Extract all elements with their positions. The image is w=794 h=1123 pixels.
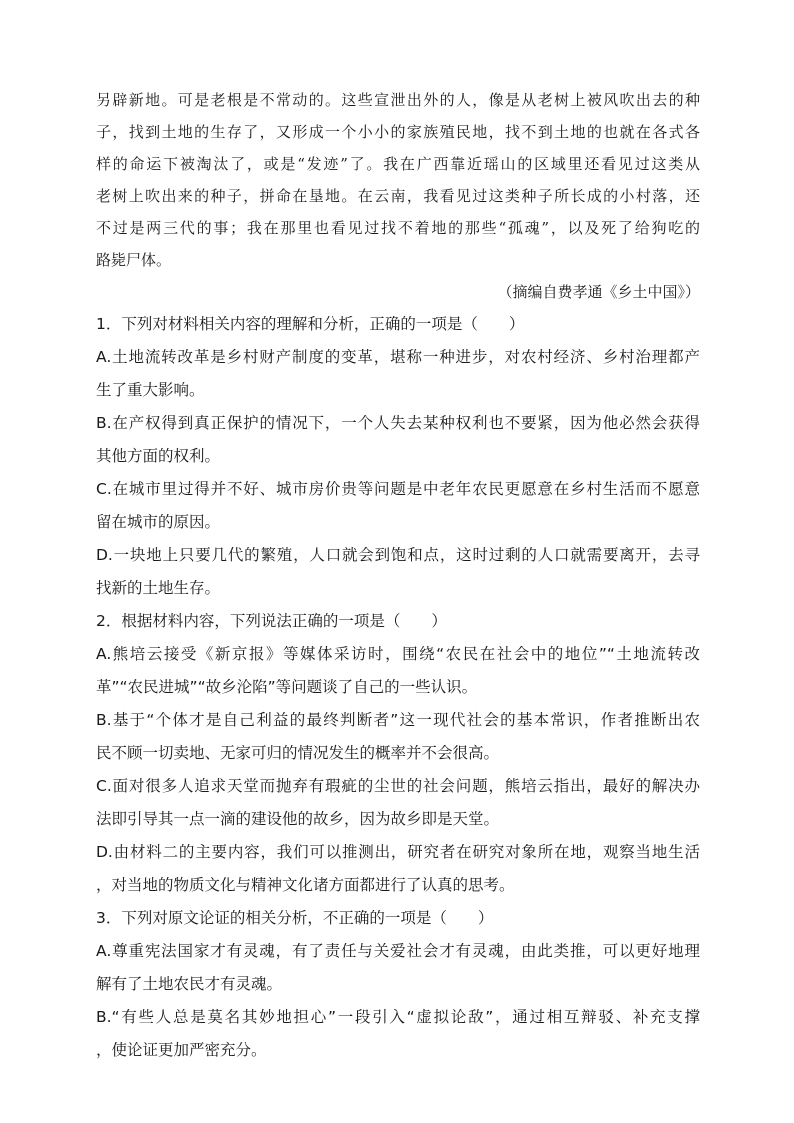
option-a xyxy=(96,341,700,407)
option-line: D.一块地上只要几代的繁殖，人口就会到饱和点，这时过剩的人口就需要离开，去寻 xyxy=(96,546,700,564)
option-line: A.熊培云接受《新京报》等媒体采访时，围绕“农民在社会中的地位”“土地流转改 xyxy=(96,645,700,663)
passage xyxy=(96,84,700,308)
questions xyxy=(96,308,700,1067)
option-line: 其他方面的权利。 xyxy=(96,447,221,465)
passage-line: 路毙尸体。 xyxy=(96,251,172,269)
question-3 xyxy=(96,902,700,1067)
option-line: 法即引导其一点一滴的建设他的故乡，因为故乡即是天堂。 xyxy=(96,810,500,828)
passage-line: 不过是两三代的事；我在那里也看见过找不着地的那些“孤魂”，以及死了给狗吃的 xyxy=(96,219,700,237)
passage-line: 样的命运下被淘汰了，或是“发迹”了。我在广西靠近瑶山的区域里还看见过这类从 xyxy=(96,155,700,173)
option-line: 生了重大影响。 xyxy=(96,381,205,399)
passage-line: 子，找到土地的生存了，又形成一个小小的家族殖民地，找不到土地的也就在各式各 xyxy=(96,123,700,141)
option-line: 民不顾一切卖地、无家可归的情况发生的概率并不会很高。 xyxy=(96,744,500,762)
option-d xyxy=(96,539,700,605)
option-line: B.在产权得到真正保护的情况下，一个人失去某种权利也不要紧，因为他必然会获得 xyxy=(96,414,700,432)
option-b xyxy=(96,407,700,473)
passage-source: （摘编自费孝通《乡土中国》） xyxy=(497,283,700,301)
question-title: 2．根据材料内容，下列说法正确的一项是（ ） xyxy=(96,612,447,630)
option-line: 革”“农民进城”“故乡沦陷”等问题谈了自己的一些认识。 xyxy=(96,678,478,696)
option-b xyxy=(96,704,700,770)
option-line: 找新的土地生存。 xyxy=(96,579,221,597)
passage-line: 老树上吹出来的种子，拼命在垦地。在云南，我看见过这类种子所长成的小村落，还 xyxy=(96,187,700,205)
option-line: B.基于“个体才是自己利益的最终判断者”这一现代社会的基本常识，作者推断出农 xyxy=(96,711,700,729)
question-title: 3．下列对原文论证的相关分析，不正确的一项是（ ） xyxy=(96,909,494,927)
option-line: 解有了土地农民才有灵魂。 xyxy=(96,975,283,993)
option-line: A.土地流转改革是乡村财产制度的变革，堪称一种进步，对农村经济、乡村治理都产 xyxy=(96,348,700,366)
question-1 xyxy=(96,308,700,605)
option-a xyxy=(96,638,700,704)
option-line: ，对当地的物质文化与精神文化诸方面都进行了认真的思考。 xyxy=(96,876,515,894)
option-line: C.面对很多人追求天堂而抛弃有瑕疵的尘世的社会问题，熊培云指出，最好的解决办 xyxy=(96,777,700,795)
document-page xyxy=(96,84,700,1067)
question-title: 1．下列对材料相关内容的理解和分析，正确的一项是（ ） xyxy=(96,315,525,333)
option-c xyxy=(96,473,700,539)
option-line: B.“有些人总是莫名其妙地担心”一段引入“虚拟论敌”，通过相互辩驳、补充支撑 xyxy=(96,1008,700,1026)
option-line: C.在城市里过得并不好、城市房价贵等问题是中老年农民更愿意在乡村生活而不愿意 xyxy=(96,480,700,498)
question-2 xyxy=(96,605,700,902)
option-a xyxy=(96,935,700,1001)
option-d xyxy=(96,836,700,902)
passage-line: 另辟新地。可是老根是不常动的。这些宣泄出外的人，像是从老树上被风吹出去的种 xyxy=(96,91,700,109)
option-line: A.尊重宪法国家才有灵魂，有了责任与关爱社会才有灵魂，由此类推，可以更好地理 xyxy=(96,942,700,960)
option-b xyxy=(96,1001,700,1067)
option-line: 留在城市的原因。 xyxy=(96,513,221,531)
option-line: ，使论证更加严密充分。 xyxy=(96,1041,267,1059)
option-line: D.由材料二的主要内容，我们可以推测出，研究者在研究对象所在地，观察当地生活 xyxy=(96,843,700,861)
option-c xyxy=(96,770,700,836)
